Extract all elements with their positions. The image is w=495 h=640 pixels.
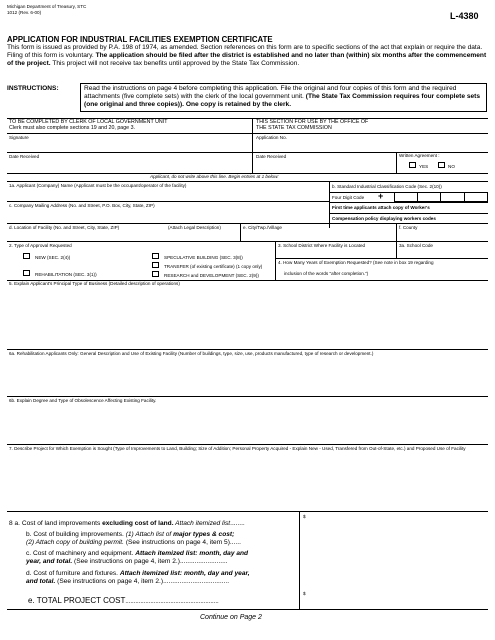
written-agreement-label: Written Agreement :: [399, 153, 440, 158]
speculative-checkbox[interactable]: [152, 253, 159, 259]
field-1e-label: e. City/Twp./Village: [243, 225, 282, 230]
cost-8c: c. Cost of machinery and equipment. Attach itemized list: month, day and year, and total. (See instructions on page 4, item 2.)..........................: [26, 550, 249, 565]
transfer-checkbox[interactable]: [152, 262, 159, 268]
continue-footer: Continue on Page 2: [200, 614, 262, 621]
yes-label: YES: [419, 164, 429, 169]
rehabilitation-checkbox[interactable]: [23, 270, 30, 276]
form-revision: 1012 (Rev. 6-00): [7, 10, 42, 15]
instructions-box: Read the instructions on page 4 before completing this application. File the original and four copies of this form and the required attachments (five complete sets) with the clerk of the local government unit. (The State Tax Commission requires four complete sets (one original and three copies)). One copy is retained by the clerk.: [80, 83, 487, 112]
four-digit-code-input[interactable]: [394, 192, 488, 202]
field-6b-label: 6b. Explain Degree and Type of Obsolescence Affecting Existing Facility.: [9, 398, 157, 403]
field-1a-label: 1a. Applicant (Company) Name (Applicant must be the occupant/operator of the facility): [9, 183, 187, 188]
first-time-note-1: First time applicants attach copy of Worker's: [332, 205, 430, 210]
field-4-note: inclusion of the words "after completion."): [284, 271, 369, 276]
field-6a-label: 6a. Rehabilitation Applicants Only: General Description and Use of Existing Facility (Number of buildings, type, size, use, products manufactured, type of research or development.): [9, 351, 374, 356]
cost-8b: b. Cost of building improvements. (1) Attach list of major types & cost; (2) Attach copy of building permit. (See instructions on page 4, item 5)......: [26, 531, 241, 546]
rehabilitation-label: REHABILITATION (SEC. 3(1)): [35, 272, 97, 277]
dollar-sign-1: $: [303, 514, 306, 519]
applicant-note: Applicant, do not write above this line. Begin entries at 1 below:: [150, 174, 279, 179]
transfer-label: TRANSFER (of existing certificate) (1 copy only): [164, 264, 263, 269]
research-label: RESEARCH and DEVELOPMENT (SEC. 2(9)): [164, 273, 259, 278]
cost-8e-total: e. TOTAL PROJECT COST........................................................: [28, 596, 219, 605]
new-label: NEW (SEC. 2(4)): [35, 255, 71, 260]
new-checkbox[interactable]: [23, 253, 30, 259]
office-date-received-label: Date Received: [256, 154, 287, 159]
field-1d-label: d. Location of Facility (No. and Street, City, State, ZIP): [9, 225, 120, 230]
field-1c-label: c. Company Mailing Address (No. and Street, P.O. Box, City, State, ZIP): [9, 203, 155, 208]
no-label: NO: [448, 164, 455, 169]
legal-description-note: (Attach Legal Description): [168, 225, 221, 230]
intro-paragraph: This form is issued as provided by P.A. 198 of 1974, as amended. Section references on this form are to specific sections of the act that explain or require the data. Filing of this form is voluntary. The application should be filed after the district is established and no later than (within) six months after the commencement of the project. This project will not receive tax benefits until approved by the State Tax Commission.: [7, 44, 487, 67]
plus-icon: +: [378, 191, 384, 201]
form-number: L-4380: [450, 11, 479, 21]
research-checkbox[interactable]: [152, 271, 159, 277]
clerk-section-heading: TO BE COMPLETED BY CLERK OF LOCAL GOVERNMENT UNIT Clerk must also complete sections 19 and 20, page 3.: [9, 119, 168, 132]
field-3-label: 3. School District Where Facility is Located: [278, 243, 366, 248]
office-section-heading: THIS SECTION FOR USE BY THE OFFICE OF THE STATE TAX COMMISSION: [256, 119, 369, 132]
signature-label: Signature: [9, 135, 29, 140]
application-no-label: Application No.: [256, 135, 287, 140]
field-3a-label: 3a. School Code: [399, 243, 433, 248]
field-7-label: 7. Describe Project for Which Exemption is Sought (Type of Improvements to Land, Building; Size of Addition; Personal Property Acquired - Explain New - Used, Transfered from Out-of-State, etc.) and Proposed Use of Facility: [9, 446, 466, 451]
dollar-sign-2: $: [303, 591, 306, 596]
form-title: APPLICATION FOR INDUSTRIAL FACILITIES EXEMPTION CERTIFICATE: [7, 35, 273, 44]
field-2-label: 2. Type of Approval Requested: [9, 243, 72, 248]
written-agreement-no-checkbox[interactable]: [438, 162, 445, 168]
field-5-label: 5. Explain Applicant's Principal Type of Business (Detailed description of operations): [9, 281, 180, 286]
department-name: Michigan Department of Treasury, STC: [7, 4, 87, 9]
field-4-label: 4. How Many Years of Exemption Requested? (See note in box 19 regarding: [278, 260, 434, 265]
cost-8d: d. Cost of furniture and fixtures. Attach itemized list: month, day and year, and total. (See instructions on page 4, item 2.)....................................: [26, 570, 250, 585]
instructions-label: INSTRUCTIONS:: [7, 85, 59, 92]
clerk-date-received-label: Date Received: [9, 154, 40, 159]
speculative-label: SPECULATIVE BUILDING (SEC. 3(8)): [164, 255, 243, 260]
field-1b-label: b. Standard Industrial Classification Code (Sec. 2(10)): [332, 184, 442, 189]
first-time-note-2: Compensation policy displaying workers codes: [332, 216, 436, 221]
four-digit-code-label: Four Digit Code: [332, 195, 365, 200]
cost-8a: 8 a. Cost of land improvements excluding cost of land. Attach itemized list........: [9, 520, 245, 527]
field-1f-label: f. County: [399, 225, 418, 230]
written-agreement-yes-checkbox[interactable]: [409, 162, 416, 168]
